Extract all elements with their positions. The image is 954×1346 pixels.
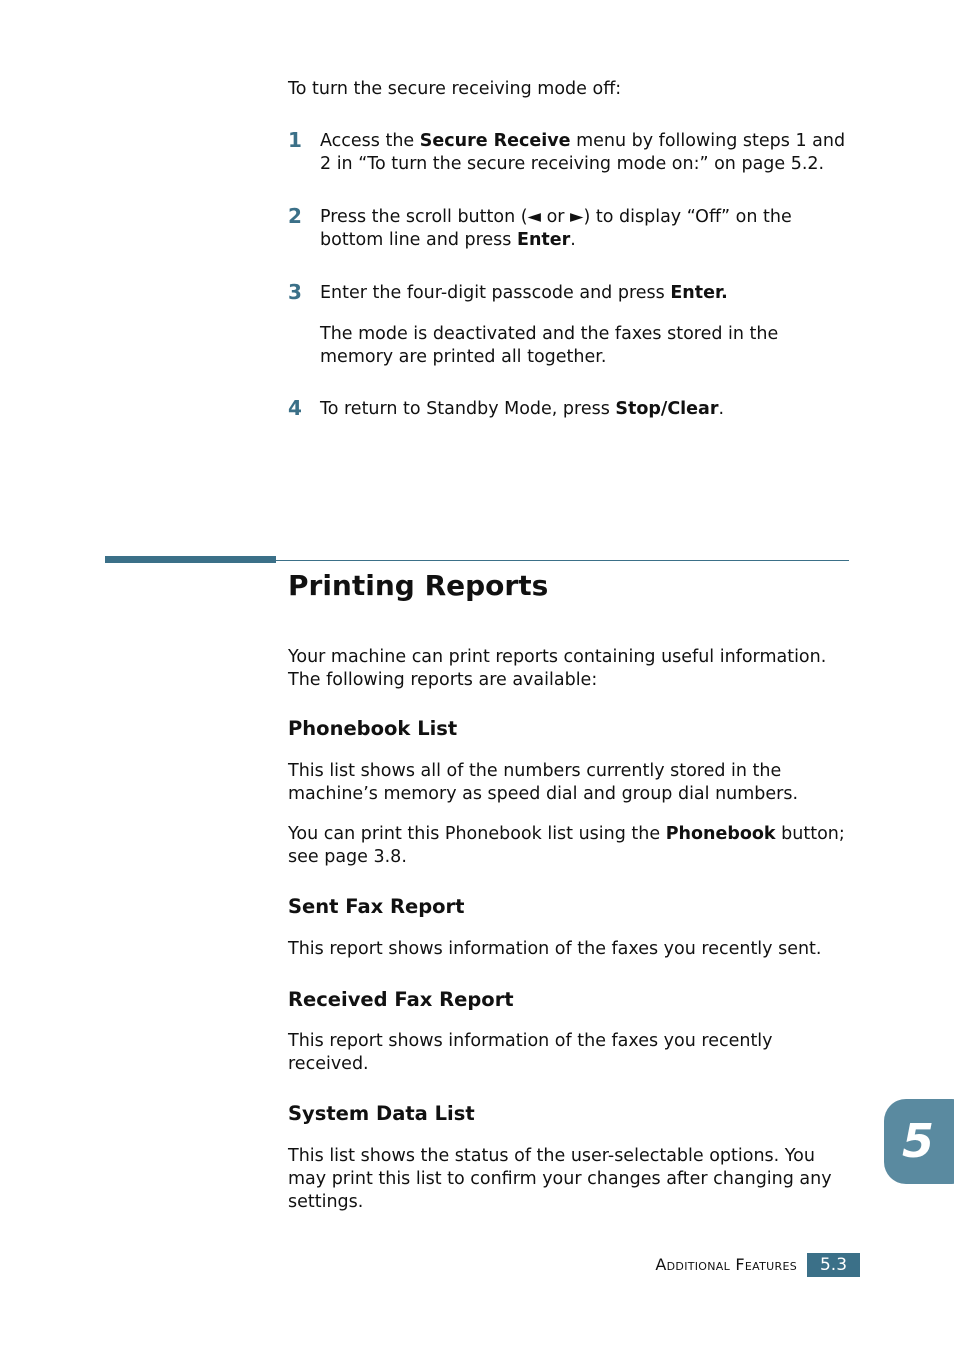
subsection-title: Sent Fax Report	[288, 895, 465, 918]
step-text-post: .	[718, 399, 725, 419]
paragraph-bold: Phonebook	[665, 824, 776, 844]
step-text	[320, 206, 850, 252]
section-intro: Your machine can print reports containing useful information. The following reports are available:	[288, 647, 827, 690]
step-text-bold: Stop/Clear	[615, 399, 719, 419]
step-text	[320, 282, 850, 305]
step-text-post: .	[570, 230, 576, 250]
step-text	[320, 130, 850, 176]
chapter-tab: 5	[884, 1099, 954, 1184]
step-text-bold: Secure Receive	[419, 131, 571, 151]
section-title: Printing Reports	[288, 569, 549, 602]
step-note: The mode is deactivated and the faxes stored in the memory are printed all together.	[320, 324, 779, 367]
subsection-paragraph: This list shows the status of the user-selectable options. You may print this list to confirm your changes after changing any settings.	[288, 1146, 832, 1212]
section-rule-accent	[105, 556, 276, 563]
subsection-paragraph	[288, 823, 848, 869]
footer-section-name: Additional Features	[655, 1255, 797, 1274]
subsection-title: Received Fax Report	[288, 988, 514, 1011]
step-text-pre: Enter the four-digit passcode and press	[320, 283, 671, 303]
step-text-pre: Access the	[320, 131, 420, 151]
step-text	[320, 398, 850, 421]
step-text-pre: To return to Standby Mode, press	[320, 399, 616, 419]
step-number: 2	[288, 204, 302, 228]
intro-text: To turn the secure receiving mode off:	[288, 79, 622, 99]
step-text-bold: Enter	[516, 230, 571, 250]
step-number: 4	[288, 396, 302, 420]
step-text-post: menu by following steps 1 and 2 in “To turn the secure receiving mode on:” on page 5.2.	[320, 131, 846, 174]
subsection-paragraph: This list shows all of the numbers currently stored in the machine’s memory as speed dial and group dial numbers.	[288, 761, 799, 804]
step-number: 1	[288, 128, 302, 152]
step-number: 3	[288, 280, 302, 304]
paragraph-post: button; see page 3.8.	[288, 824, 845, 867]
step-text-bold: Enter.	[670, 283, 728, 303]
subsection-paragraph: This report shows information of the faxes you recently sent.	[288, 939, 822, 959]
subsection-title: System Data List	[288, 1102, 475, 1125]
subsection-paragraph: This report shows information of the faxes you recently received.	[288, 1031, 773, 1074]
section-rule-line	[276, 560, 849, 561]
paragraph-pre: You can print this Phonebook list using the	[288, 824, 666, 844]
step-text-pre: Press the scroll button (◄ or ►) to display “Off” on the bottom line and press	[320, 207, 792, 250]
page-number: 5.3	[807, 1253, 860, 1277]
subsection-title: Phonebook List	[288, 717, 458, 740]
